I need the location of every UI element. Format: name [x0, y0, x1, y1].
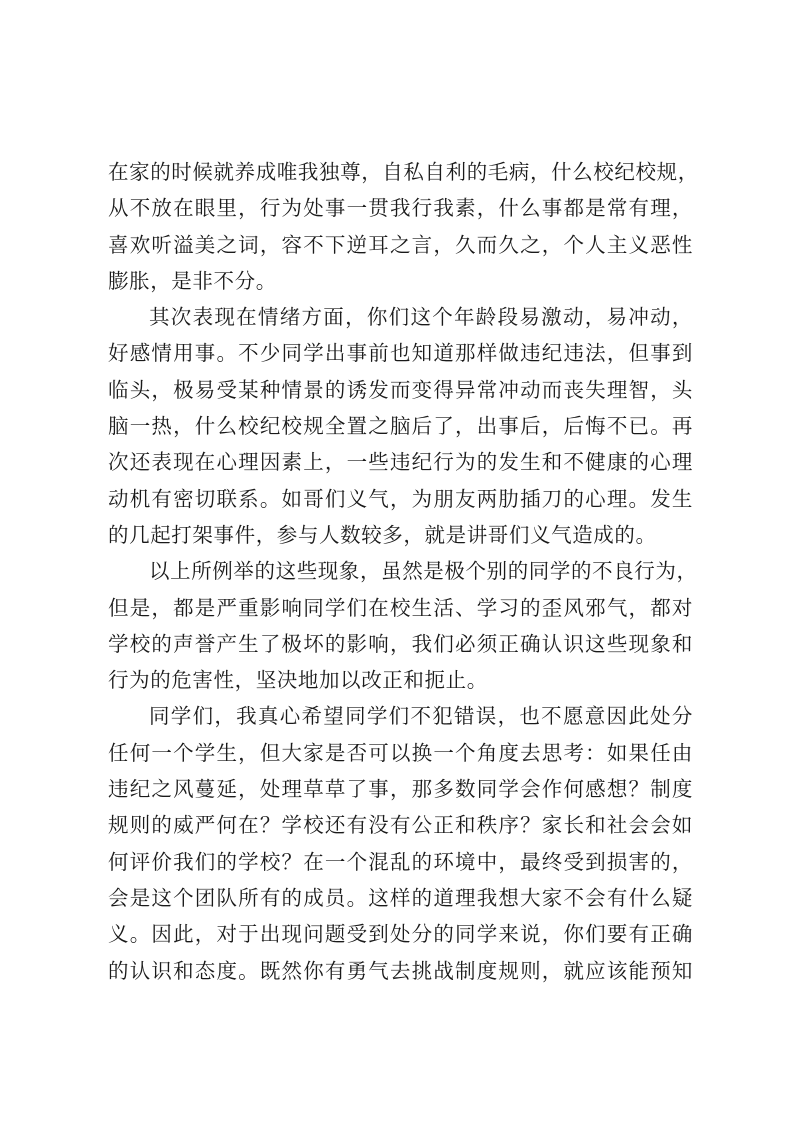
text-line: 学校的声誉产生了极坏的影响，我们必须正确认识这些现象和 [108, 631, 693, 656]
text-line: 的认识和态度。既然你有勇气去挑战制度规则，就应该能预知 [108, 958, 693, 983]
text-line: 脑一热，什么校纪校规全置之脑后了，出事后，后悔不已。再 [108, 414, 693, 439]
text-line: 违纪之风蔓延，处理草草了事，那多数同学会作何感想？制度 [108, 777, 693, 802]
body-text [108, 154, 699, 989]
text-line: 但是，都是严重影响同学们在校生活、学习的歪风邪气，都对 [108, 595, 693, 620]
text-line: 同学们，我真心希望同学们不犯错误，也不愿意因此处分 [149, 704, 693, 729]
text-line: 任何一个学生，但大家是否可以换一个角度去思考：如果任由 [108, 740, 693, 765]
text-line: 动机有密切联系。如哥们义气，为朋友两肋插刀的心理。发生 [108, 486, 693, 511]
text-line: 行为的危害性，坚决地加以改正和扼止。 [108, 668, 488, 693]
text-line: 在家的时候就养成唯我独尊，自私自利的毛病，什么校纪校规， [108, 160, 699, 184]
text-line: 次还表现在心理因素上，一些违纪行为的发生和不健康的心理 [108, 450, 693, 475]
text-line: 的几起打架事件，参与人数较多，就是讲哥们义气造成的。 [108, 522, 657, 547]
text-line: 其次表现在情绪方面，你们这个年龄段易激动，易冲动， [149, 305, 693, 330]
text-line: 临头，极易受某种情景的诱发而变得异常冲动而丧失理智，头 [108, 377, 693, 402]
text-line: 会是这个团队所有的成员。这样的道理我想大家不会有什么疑 [108, 885, 693, 910]
text-line: 好感情用事。不少同学出事前也知道那样做违纪违法，但事到 [108, 341, 693, 366]
text-line: 何评价我们的学校？在一个混乱的环境中，最终受到损害的， [108, 849, 693, 874]
text-line: 以上所例举的这些现象，虽然是极个别的同学的不良行为， [149, 559, 698, 584]
text-line: 规则的威严何在？学校还有没有公正和秩序？家长和社会会如 [108, 813, 693, 838]
text-line: 义。因此，对于出现问题受到处分的同学来说，你们要有正确 [108, 922, 693, 947]
text-line: 喜欢听溢美之词，容不下逆耳之言，久而久之，个人主义恶性 [108, 232, 693, 257]
text-line: 膨胀，是非不分。 [108, 268, 277, 293]
text-line: 从不放在眼里，行为处事一贯我行我素，什么事都是常有理， [108, 196, 693, 221]
